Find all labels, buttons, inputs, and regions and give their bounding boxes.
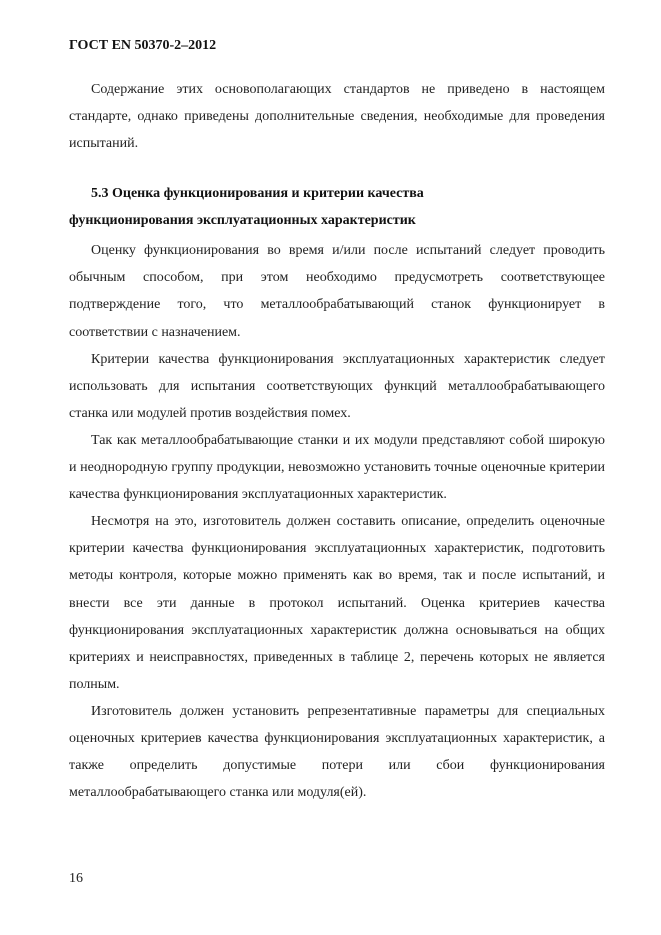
- document-code-header: ГОСТ EN 50370-2–2012: [69, 38, 217, 53]
- section-paragraph-1: Оценку функционирования во время и/или после испытаний следует проводить обычным способом, при этом необходимо предусмотреть соответствующее подтверждение того, что металлообрабатывающий станок функционирует в соответствии с назначением.: [69, 243, 605, 340]
- section-title-line-2: функционирования эксплуатационных характеристик: [69, 213, 416, 229]
- section-paragraph-5: Изготовитель должен установить репрезентативные параметры для специальных оценочных критериев качества функционирования эксплуатационных характеристик, а также определить допустимые потери или сбои функционирования металлообрабатывающего станка или модуля(ей).: [69, 703, 605, 801]
- section-heading: [69, 180, 605, 234]
- section-paragraph-3: Так как металлообрабатывающие станки и их модули представляют собой широкую и неоднородную группу продукции, невозможно установить точные оценочные критерии качества функционирования эксплуатационных характеристик.: [69, 432, 605, 503]
- section-paragraph-2: Критерии качества функционирования эксплуатационных характеристик следует использовать для испытания соответствующих функций металлообрабатывающего станка или модулей против воздействия помех.: [69, 351, 605, 421]
- page-number: 16: [69, 871, 83, 886]
- section-title-line-1: 5.3 Оценка функционирования и критерии качества: [91, 186, 424, 202]
- intro-paragraph: Содержание этих основополагающих стандартов не приведено в настоящем стандарте, однако приведены дополнительные сведения, необходимые для проведения испытаний.: [69, 82, 605, 152]
- page-content: [69, 76, 605, 806]
- section-paragraph-4: Несмотря на это, изготовитель должен составить описание, определить оценочные критерии качества функционирования эксплуатационных характеристик, подготовить методы контроля, которые можно применять как во время, так и после испытаний, и внести все эти данные в протокол испытаний. Оценка критериев качества функционирования эксплуатационных характеристик должна основываться на общих критериях и неисправностях, приведенных в таблице 2, перечень которых не является полным.: [69, 514, 605, 692]
